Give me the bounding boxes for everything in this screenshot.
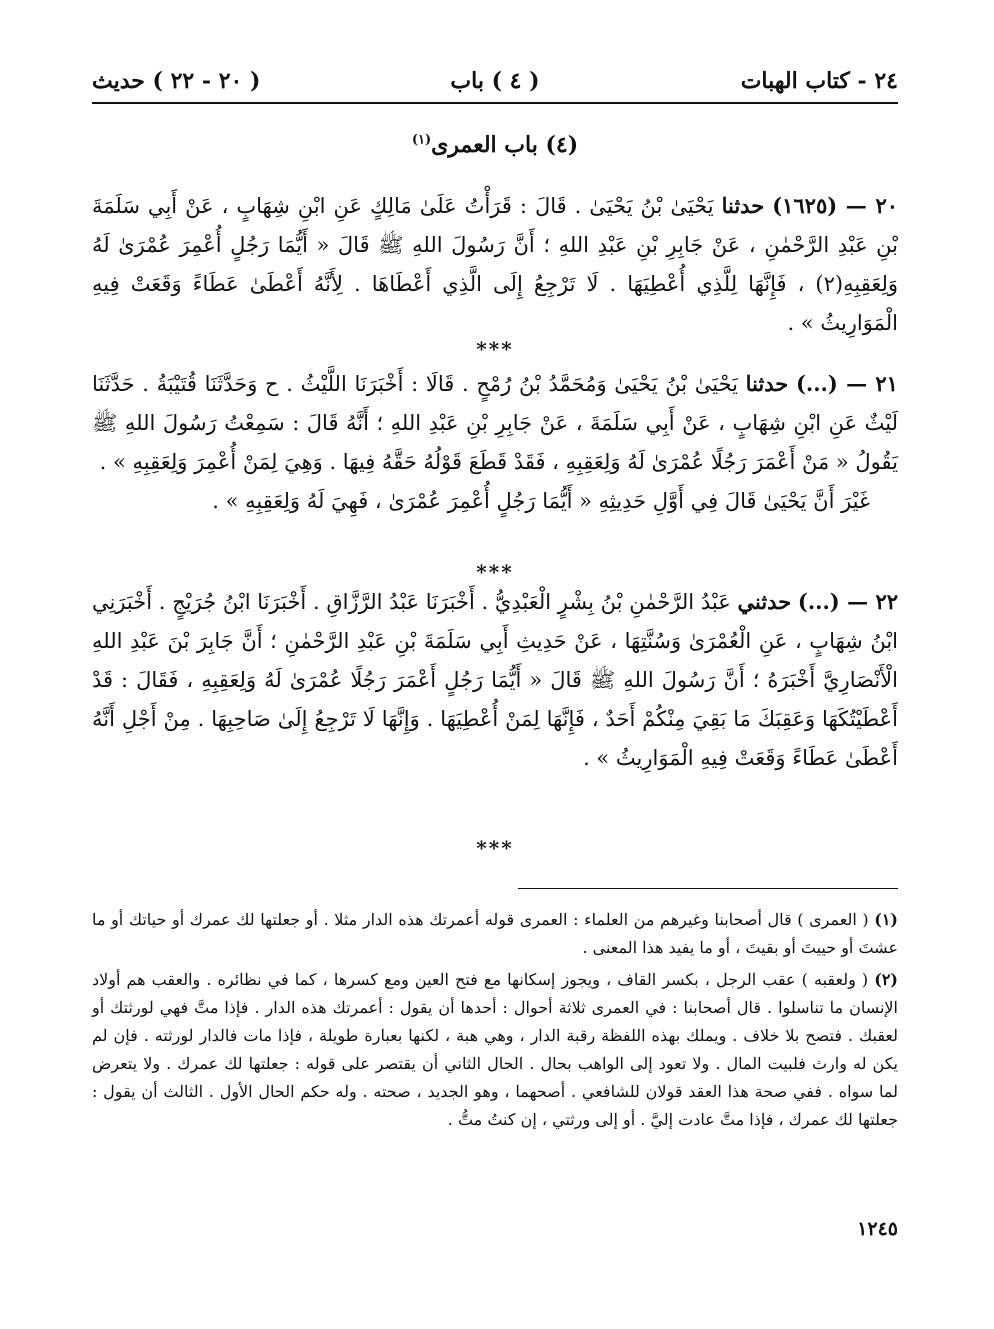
header-chapter: ( ٤ ) باب xyxy=(450,68,540,94)
chapter-title xyxy=(92,132,898,158)
hadith-haddathana: حدثنا xyxy=(745,371,789,396)
hadith-21 xyxy=(92,364,898,521)
footnote-1 xyxy=(92,906,898,962)
footnote-rule xyxy=(518,888,898,889)
page-number: ١٢٤٥ xyxy=(857,1218,898,1240)
hadith-haddathana: حدثني xyxy=(737,589,792,614)
footnotes xyxy=(92,906,898,1138)
hadith-number: ٢٢ — (...) xyxy=(797,589,899,614)
running-header xyxy=(92,62,898,102)
hadith-variant-note: غَيْرَ أَنَّ يَحْيَىٰ قَالَ فِي أَوَّلِ حَدِيثِهِ « أَيُّمَا رَجُلٍ أُعْمِرَ عُمْرَىٰ ، فَهِيَ لَهُ وَلِعَقِبِهِ » . xyxy=(212,489,870,513)
header-hadith-range: ( ٢٠ - ٢٢ ) حديث xyxy=(92,68,261,94)
footnote-2 xyxy=(92,966,898,1134)
hadith-20 xyxy=(92,186,898,343)
hadith-22 xyxy=(92,582,898,778)
hadith-number: ٢١ — (...) xyxy=(795,371,898,396)
header-book-title: ٢٤ - كتاب الهبات xyxy=(740,68,898,94)
footnote-text: ( العمرى ) قال أصحابنا وغيرهم من العلماء : العمرى قوله أعمرتك هذه الدار مثلا . أو جعلتها لك عمرك أو حياتك أو ما عشتَ أو حييتَ أو بقيتَ ، أو ما يفيد هذا المعنى . xyxy=(92,910,898,957)
separator-stars: *** xyxy=(476,560,514,584)
chapter-title-footnote-ref: (١) xyxy=(411,132,432,148)
chapter-title-text: (٤) باب العمرى xyxy=(431,132,579,158)
hadith-haddathana: حدثنا xyxy=(721,193,765,218)
hadith-text: يَحْيَىٰ بْنُ يَحْيَىٰ وَمُحَمَّدُ بْنُ رُمْحٍ . قَالَا : أَخْبَرَنَا اللَّيْثُ . ح وَحَدَّثَنَا قُتَيْبَةُ . حَدَّثَنَا لَيْثٌ عَنِ ابْنِ شِهَابٍ ، عَنْ أَبِي سَلَمَةَ ، عَنْ جَابِرِ بْنِ عَبْدِ اللهِ ؛ أَنَّهُ قَالَ : سَمِعْتُ رَسُولَ اللهِ ﷺ يَقُولُ « مَنْ أَعْمَرَ رَجُلًا عُمْرَىٰ لَهُ وَلِعَقِبِهِ ، فَقَدْ قَطَعَ قَوْلُهُ حَقَّهُ فِيهَا . وَهِيَ لِمَنْ أُعْمِرَ وَلِعَقِبِهِ » . xyxy=(92,372,898,474)
footnote-text: ( ولعقبه ) عقب الرجل ، بكسر القاف ، ويجوز إسكانها مع فتح العين ومع كسرها ، كما في نظائره . والعقب هم أولاد الإنسان ما تناسلوا . قال أصحابنا : في العمرى ثلاثة أحوال : أحدها أن يقول : أعمرتك هذه الدار . فإذا متَّ فهي لورثتك أو لعقبك . فتصح بلا خلاف . ويملك بهذه اللفظة رقبة الدار ، وهي هبة ، لكنها بعبارة طويلة ، فإذا مات فالدار لورثته . فإن لم يكن له وارث فلبيت المال . ولا تعود إلى الواهب بحال . الحال الثاني أن يقتصر على قوله : جعلتها لك عمرك . ولا يتعرض لما سواه . ففي صحة هذا العقد قولان للشافعي . أصحهما ، وهو الجديد ، صحته . وله حكم الحال الأول . الثالث أن يقول : جعلتها لك عمرك ، فإذا متَّ عادت إليَّ . أو إلى ورثتي ، إن كنتُ متُّ . xyxy=(92,970,898,1129)
hadith-text: يَحْيَىٰ بْنُ يَحْيَىٰ . قَالَ : قَرَأْتُ عَلَىٰ مَالِكٍ عَنِ ابْنِ شِهَابٍ ، عَنْ أَبِي سَلَمَةَ بْنِ عَبْدِ الرَّحْمٰنِ ، عَنْ جَابِرِ بْنِ عَبْدِ اللهِ ؛ أَنَّ رَسُولَ اللهِ ﷺ قَالَ « أَيُّمَا رَجُلٍ أُعْمِرَ عُمْرَىٰ لَهُ وَلِعَقِبِهِ(٢) ، فَإِنَّهَا لِلَّذِي أُعْطِيَهَا . لَا تَرْجِعُ إِلَى الَّذِي أَعْطَاهَا . لِأَنَّهُ أَعْطَىٰ عَطَاءً وَقَعَتْ فِيهِ الْمَوَارِيثُ » . xyxy=(92,194,898,335)
separator-stars: *** xyxy=(476,836,514,860)
hadith-number: ٢٠ — (١٦٢٥) xyxy=(772,193,898,218)
footnote-number: (٢) xyxy=(874,970,898,989)
footnote-number: (١) xyxy=(874,910,898,929)
separator-stars: *** xyxy=(476,337,514,361)
header-rule xyxy=(92,102,898,104)
hadith-text: عَبْدُ الرَّحْمٰنِ بْنُ بِشْرٍ الْعَبْدِيُّ . أَخْبَرَنَا عَبْدُ الرَّزَّاقِ . أَخْبَرَنَا ابْنُ جُرَيْجٍ . أَخْبَرَنِي ابْنُ شِهَابٍ ، عَنِ الْعُمْرَىٰ وَسُنَّتِهَا ، عَنْ حَدِيثِ أَبِي سَلَمَةَ بْنِ عَبْدِ الرَّحْمٰنِ ؛ أَنَّ جَابِرَ بْنَ عَبْدِ اللهِ الْأَنْصَارِيَّ أَخْبَرَهُ ؛ أَنَّ رَسُولَ اللهِ ﷺ قَالَ « أَيُّمَا رَجُلٍ أَعْمَرَ رَجُلًا عُمْرَىٰ لَهُ وَلِعَقِبِهِ ، فَقَالَ : قَدْ أَعْطَيْتُكَهَا وَعَقِبَكَ مَا بَقِيَ مِنْكُمْ أَحَدٌ ، فَإِنَّهَا لِمَنْ أُعْطِيَهَا . وَإِنَّهَا لَا تَرْجِعُ إِلَىٰ صَاحِبِهَا . مِنْ أَجْلِ أَنَّهُ أَعْطَىٰ عَطَاءً وَقَعَتْ فِيهِ الْمَوَارِيثُ » . xyxy=(92,590,898,770)
